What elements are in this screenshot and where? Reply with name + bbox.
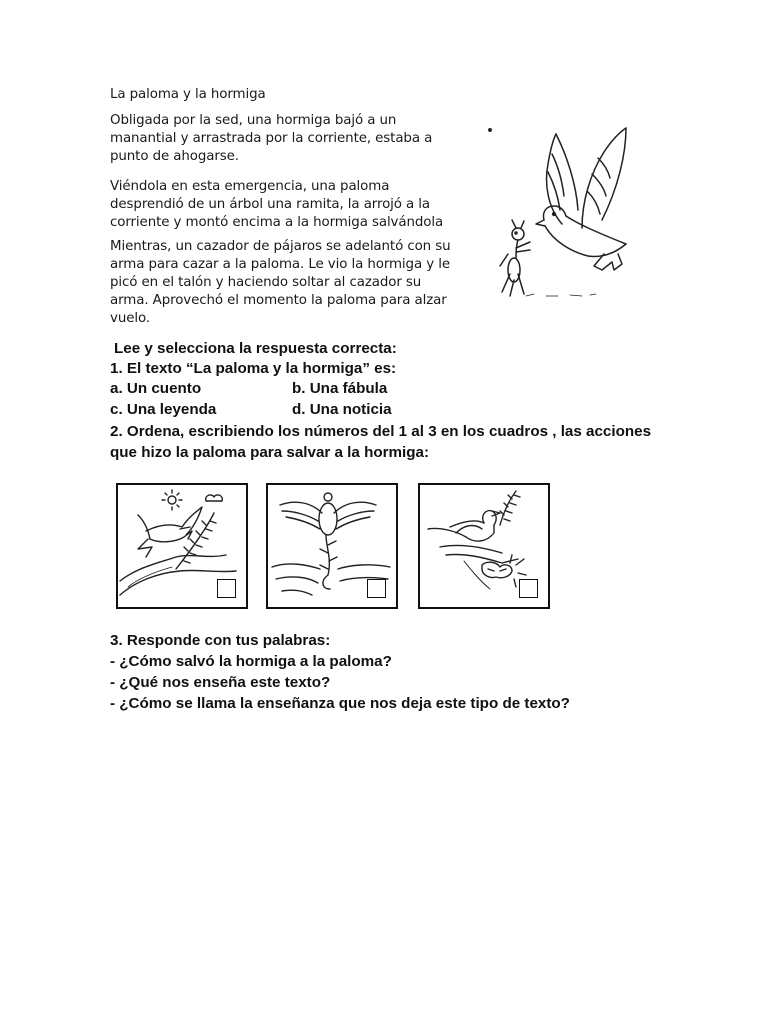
question-3-item-2: - ¿Qué nos enseña este texto? [110, 674, 331, 691]
option-d[interactable]: d. Una noticia [292, 401, 392, 418]
story-paragraph-1 [110, 112, 475, 166]
question-3-heading: 3. Responde con tus palabras: [110, 632, 331, 649]
story-line: arma para cazar a la paloma. Le vio la hormiga y le [110, 257, 450, 272]
question-1-text: 1. El texto “La paloma y la hormiga” es: [110, 360, 397, 377]
story-paragraph-2 [110, 178, 475, 232]
picture-frame-2 [266, 483, 398, 609]
question-3-item-1: - ¿Cómo salvó la hormiga a la paloma? [110, 653, 392, 670]
story-line: manantial y arrastrada por la corriente, estaba a [110, 131, 433, 146]
instruction-text: Lee y selecciona la respuesta correcta: [114, 340, 397, 357]
picture-frame-1 [116, 483, 248, 609]
story-line: corriente y montó encima a la hormiga salvándola [110, 215, 444, 230]
order-checkbox-3[interactable] [519, 579, 538, 598]
option-b[interactable]: b. Una fábula [292, 380, 388, 397]
story-line: picó en el talón y haciendo soltar al cazador su [110, 275, 422, 290]
story-line: Mientras, un cazador de pájaros se adelantó con su [110, 239, 451, 254]
question-2-line-2: que hizo la paloma para salvar a la hormiga: [110, 444, 430, 461]
question-2-line-1: 2. Ordena, escribiendo los números del 1 al 3 en los cuadros , las acciones [110, 423, 652, 440]
story-title: La paloma y la hormiga [110, 87, 266, 102]
story-line: vuelo. [110, 311, 150, 326]
story-line: punto de ahogarse. [110, 149, 239, 164]
dove-with-ant-illustration [486, 124, 636, 314]
option-a[interactable]: a. Un cuento [110, 380, 202, 397]
story-line: Obligada por la sed, una hormiga bajó a un [110, 113, 397, 128]
story-line: desprendió de un árbol una ramita, la arrojó a la [110, 197, 431, 212]
story-line: arma. Aprovechó el momento la paloma para alzar [110, 293, 447, 308]
option-c[interactable]: c. Una leyenda [110, 401, 217, 418]
story-line: Viéndola en esta emergencia, una paloma [110, 179, 390, 194]
order-checkbox-2[interactable] [367, 579, 386, 598]
order-checkbox-1[interactable] [217, 579, 236, 598]
story-paragraph-3 [110, 238, 475, 328]
question-3-item-3: - ¿Cómo se llama la enseñanza que nos deja este tipo de texto? [110, 695, 570, 712]
picture-frame-3 [418, 483, 550, 609]
